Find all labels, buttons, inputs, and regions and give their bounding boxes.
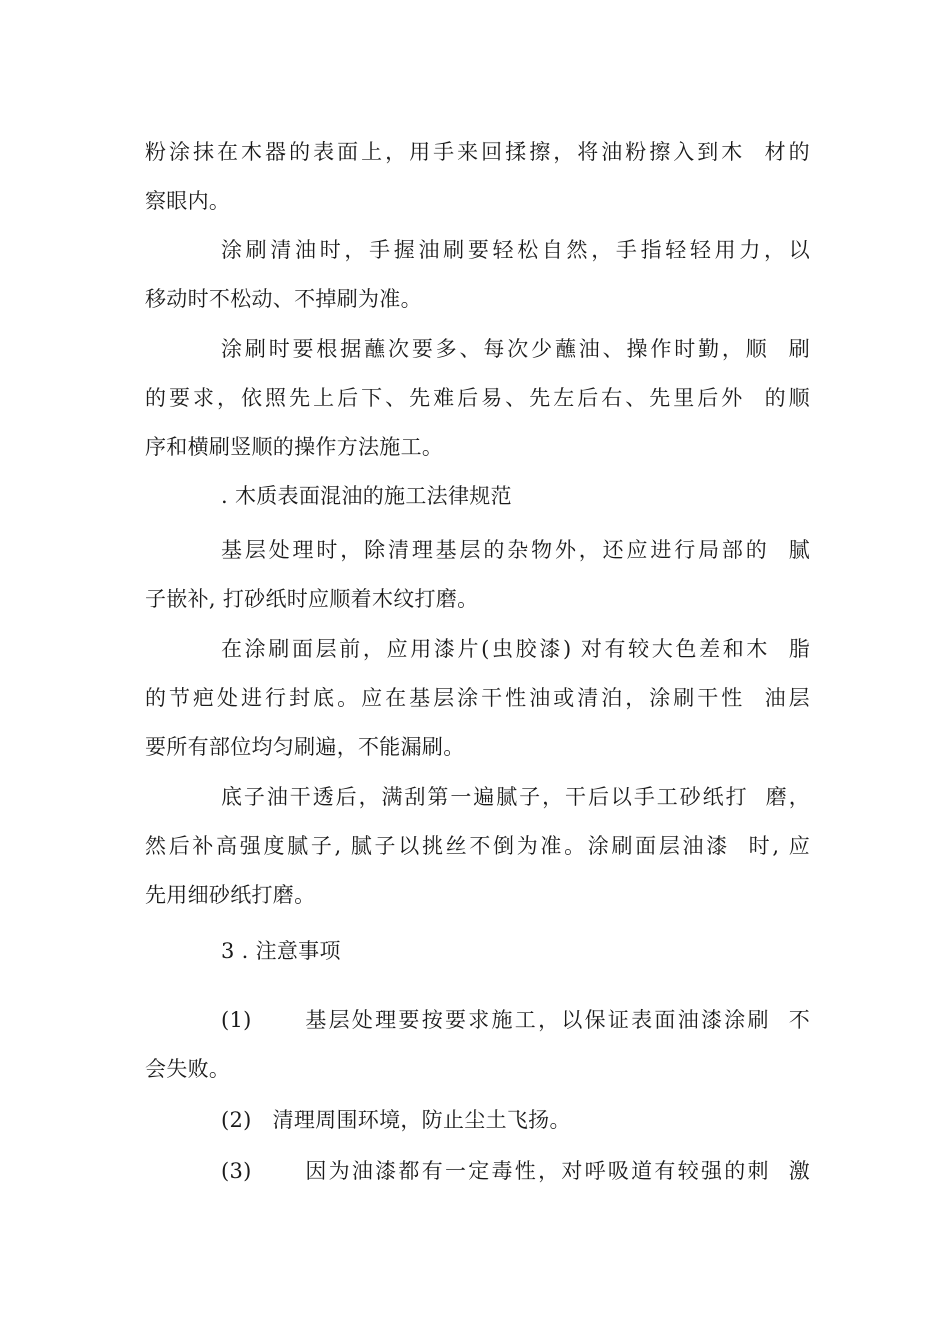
text-line: 要所有部位均匀刷遍，不能漏刷。 — [145, 735, 465, 759]
text-line: 然后补高强度腻子, 腻子以挑丝不倒为准。涂刷面层油漆 时, 应 — [145, 834, 810, 858]
text-line: 移动时不松动、不掉刷为准。 — [145, 287, 422, 311]
text-line: 察眼内。 — [145, 189, 231, 213]
text-line: 在涂刷面层前，应用漆片(虫胶漆) 对有较大色差和木 脂 — [221, 637, 810, 661]
list-item: (1) 基层处理要按要求施工，以保证表面油漆涂刷 不 — [221, 1008, 810, 1032]
text-line: 的节疤处进行封底。应在基层涂干性油或清泊，涂刷干性 油层 — [145, 686, 810, 710]
text-line: 序和横刷竖顺的操作方法施工。 — [145, 435, 444, 459]
list-item: (3) 因为油漆都有一定毒性，对呼吸道有较强的刺 激 — [221, 1159, 810, 1183]
text-line: 涂刷时要根据蘸次要多、每次少蘸油、操作时勤，顺 刷 — [221, 337, 810, 361]
section-heading: . 木质表面混油的施工法律规范 — [221, 484, 512, 508]
text-line: 基层处理时，除清理基层的杂物外，还应进行局部的 腻 — [221, 538, 810, 562]
text-line: 的要求，依照先上后下、先难后易、先左后右、先里后外 的顺 — [145, 386, 810, 410]
text-line: 子嵌补, 打砂纸时应顺着木纹打磨。 — [145, 587, 479, 611]
text-line: 先用细砂纸打磨。 — [145, 883, 316, 907]
text-line: 粉涂抹在木器的表面上，用手来回揉擦，将油粉擦入到木 材的 — [145, 140, 810, 164]
text-line: 涂刷清油时，手握油刷要轻松自然，手指轻轻用力，以 — [221, 238, 810, 262]
text-line: 会失败。 — [145, 1057, 231, 1081]
text-line: 底子油干透后，满刮第一遍腻子，干后以手工砂纸打 磨， — [221, 785, 810, 809]
section-heading: 3 . 注意事项 — [221, 939, 341, 963]
list-item: (2) 清理周围环境，防止尘土飞扬。 — [221, 1108, 571, 1132]
